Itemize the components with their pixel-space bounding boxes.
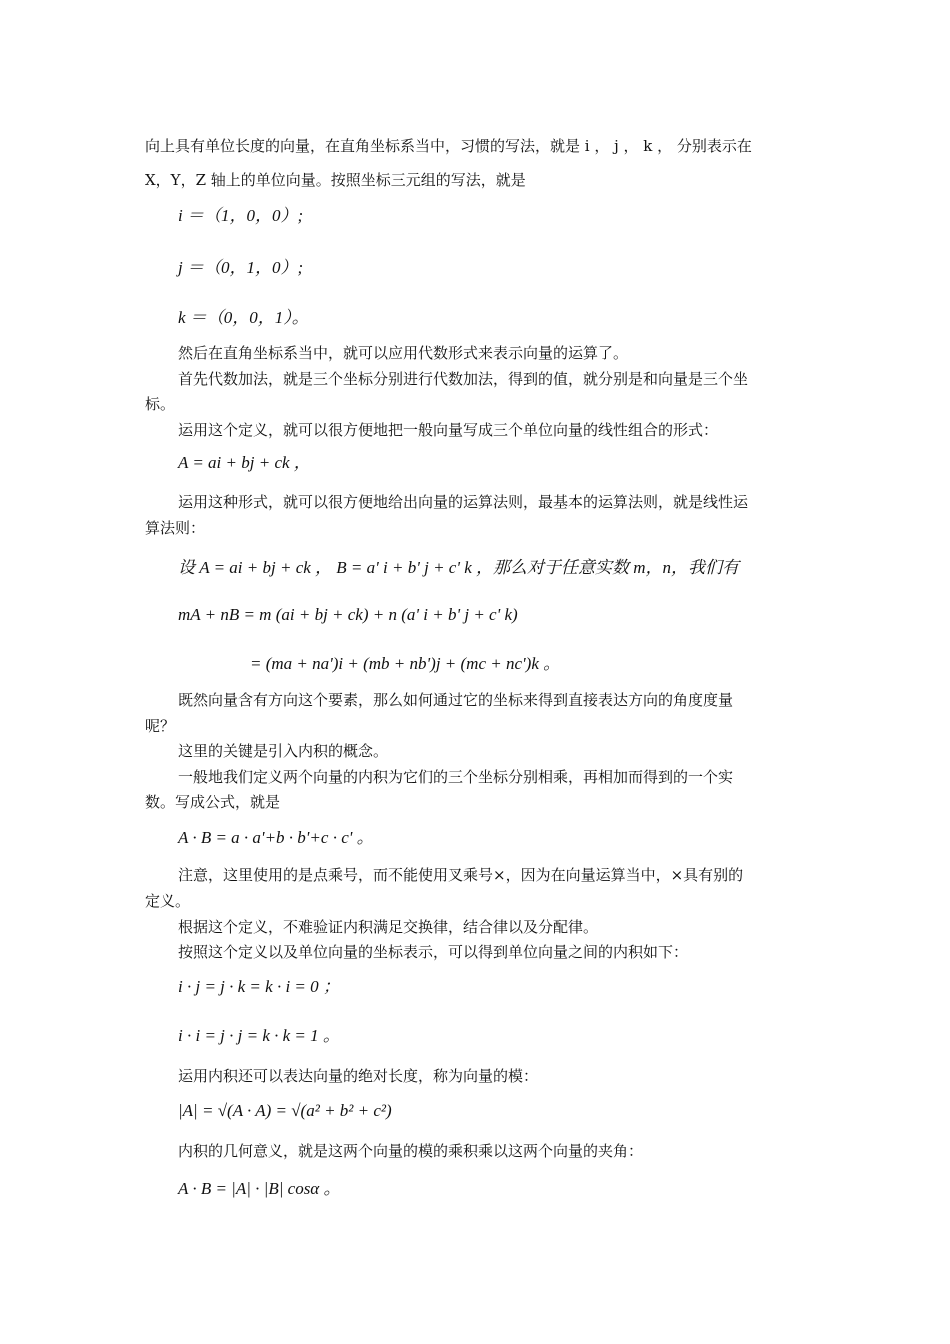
- paragraph-inner-product-key: 这里的关键是引入内积的概念。: [178, 742, 389, 760]
- paragraph-addition-line2: 标。: [145, 395, 176, 413]
- equation-orthogonal-units: i · j = j · k = k · i = 0 ；: [178, 977, 340, 996]
- paragraph-rules-line1: 运用这种形式，就可以很方便地给出向量的运算法则，最基本的运算法则，就是线性运: [178, 493, 749, 511]
- paragraph-direction-line1: 既然向量含有方向这个要素，那么如何通过它的坐标来得到直接表达方向的角度度量: [178, 691, 734, 709]
- equation-cosine: A · B = |A| · |B| cosα 。: [178, 1179, 341, 1198]
- equation-unit-j: j ＝（0，1，0）;: [178, 258, 304, 277]
- paragraph-addition-line1: 首先代数加法，就是三个坐标分别进行代数加法，得到的值，就分别是和向量是三个坐: [178, 370, 749, 388]
- equation-unit-k: k ＝（0，0，1）。: [178, 308, 309, 327]
- equation-norm: |A| = √(A · A) = √(a² + b² + c²): [178, 1101, 392, 1120]
- paragraph-inner-product-def-line2: 数。写成公式，就是: [145, 793, 281, 811]
- equation-unit-norms: i · i = j · j = k · k = 1 。: [178, 1026, 340, 1045]
- equation-linear-combination: mA + nB = m (ai + bj + ck) + n (a' i + b' j + c' k): [178, 605, 518, 624]
- equation-dot-product: A · B = a · a'+b · b'+c · c' 。: [178, 828, 374, 847]
- paragraph-norm: 运用内积还可以表达向量的绝对长度，称为向量的模：: [178, 1067, 539, 1085]
- paragraph-direction-line2: 呢？: [145, 717, 176, 735]
- paragraph-laws: 根据这个定义，不难验证内积满足交换律，结合律以及分配律。: [178, 918, 599, 936]
- equation-vector-a: A = ai + bj + ck ，: [178, 453, 311, 472]
- equation-unit-i: i ＝（1，0，0）;: [178, 206, 304, 225]
- paragraph-unit-vectors-line1: 向上具有单位长度的向量，在直角坐标系当中，习惯的写法，就是 i ， j ， k ， 分别表示在: [145, 137, 752, 155]
- paragraph-rules-line2: 算法则：: [145, 519, 206, 537]
- equation-linear-result: = (ma + na')i + (mb + nb')j + (mc + nc')k 。: [250, 654, 561, 673]
- paragraph-geometric-meaning: 内积的几何意义，就是这两个向量的模的乘积乘以这两个向量的夹角：: [178, 1142, 644, 1160]
- paragraph-inner-product-def-line1: 一般地我们定义两个向量的内积为它们的三个坐标分别相乘，再相加而得到的一个实: [178, 768, 734, 786]
- paragraph-unit-inner-products: 按照这个定义以及单位向量的坐标表示，可以得到单位向量之间的内积如下：: [178, 943, 689, 961]
- paragraph-dot-note-line1: 注意，这里使用的是点乘号，而不能使用叉乘号×，因为在向量运算当中，×具有别的: [178, 866, 744, 884]
- equation-set-a-b: 设 A = ai + bj + ck ， B = a' i + b' j + c' k ，那么对于任意实数 m，n，我们有: [178, 558, 740, 577]
- paragraph-dot-note-line2: 定义。: [145, 892, 191, 910]
- paragraph-algebraic-form: 然后在直角坐标系当中，就可以应用代数形式来表示向量的运算了。: [178, 344, 629, 362]
- paragraph-unit-vectors-line2: X，Y，Z 轴上的单位向量。按照坐标三元组的写法，就是: [145, 171, 526, 189]
- paragraph-linear-combination: 运用这个定义，就可以很方便地把一般向量写成三个单位向量的线性组合的形式：: [178, 421, 719, 439]
